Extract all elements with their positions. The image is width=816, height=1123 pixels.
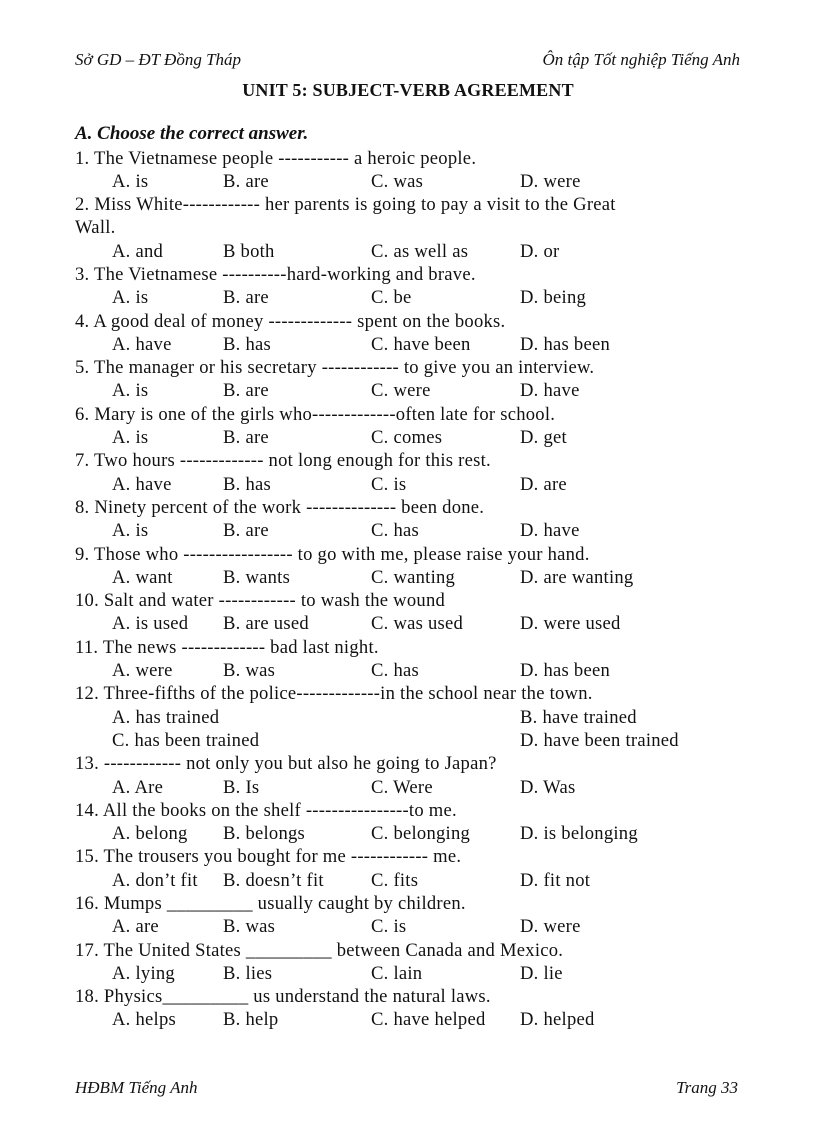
option-a: A. and (112, 240, 164, 262)
option-c: C. have been (371, 333, 471, 355)
option-a: A. lying (112, 962, 175, 984)
footer-left: HĐBM Tiếng Anh (75, 1078, 198, 1097)
question-stem: 16. Mumps _________ usually caught by children. (75, 893, 466, 914)
option-a: A. is (112, 380, 149, 402)
section-heading: A. Choose the correct answer. (75, 123, 309, 144)
option-d: D. have been trained (520, 729, 679, 751)
question-stem-continued: Wall. (75, 217, 116, 239)
option-a: A. helps (112, 1009, 176, 1031)
option-row (75, 706, 745, 729)
option-c: C. has been trained (112, 729, 260, 751)
question-stem: 17. The United States _________ between Canada and Mexico. (75, 939, 564, 961)
option-row (75, 426, 745, 449)
option-row (75, 962, 745, 985)
option-b: B. was (223, 916, 276, 938)
question-stem: 12. Three-fifths of the police-------------in the school near the town. (75, 683, 593, 705)
option-d: D. have (520, 520, 580, 542)
option-a: A. were (112, 660, 173, 682)
option-b: B. wants (223, 566, 291, 588)
option-c: C. is (371, 473, 407, 495)
option-row (75, 473, 745, 496)
option-d: D. have (520, 380, 580, 402)
question-stem: 2. Miss White------------ her parents is going to pay a visit to the Great (75, 194, 616, 216)
option-b: B. are (223, 380, 269, 402)
option-b: B. Is (223, 776, 260, 798)
question-stem: 5. The manager or his secretary ------------ to give you an interview. (75, 357, 595, 379)
option-a: A. have (112, 473, 172, 495)
option-d: D. are (520, 473, 567, 495)
option-b: B. has (223, 333, 271, 355)
option-d: D. were (520, 916, 581, 938)
option-row (75, 379, 745, 402)
option-a: A. is (112, 170, 149, 192)
option-row (75, 776, 745, 799)
option-b: B both (223, 240, 275, 262)
option-a: A. is (112, 427, 149, 449)
question-stem: 4. A good deal of money ------------- spent on the books. (75, 310, 506, 332)
question-list (75, 147, 745, 1032)
option-a: A. don’t fit (112, 869, 198, 891)
option-c: C. has (371, 660, 419, 682)
option-d: D. lie (520, 962, 563, 984)
option-b: B. are (223, 287, 269, 309)
option-a: A. is (112, 520, 149, 542)
option-c: C. comes (371, 427, 443, 449)
option-a: A. are (112, 916, 159, 938)
question-stem: 18. Physics_________ us understand the natural laws. (75, 986, 491, 1008)
question-stem: 10. Salt and water ------------ to wash the wound (75, 590, 446, 612)
option-row (75, 612, 745, 635)
option-c: C. was (371, 170, 424, 192)
option-d: D. are wanting (520, 566, 634, 588)
option-d: D. has been (520, 333, 611, 355)
option-b: B. doesn’t fit (223, 869, 324, 891)
option-d: D. were (520, 170, 581, 192)
option-row (75, 1008, 745, 1031)
option-a: A. is (112, 287, 149, 309)
question-stem: 6. Mary is one of the girls who-------------often late for school. (75, 403, 556, 425)
option-b: B. belongs (223, 823, 306, 845)
option-row (75, 915, 745, 938)
option-b: B. has (223, 473, 271, 495)
question-stem: 15. The trousers you bought for me ------------ me. (75, 846, 462, 868)
option-c: C. be (371, 287, 412, 309)
option-c: C. wanting (371, 566, 456, 588)
option-c: C. as well as (371, 240, 469, 262)
option-c: C. belonging (371, 823, 471, 845)
option-c: C. have helped (371, 1009, 486, 1031)
option-row (75, 729, 745, 752)
option-b: B. are (223, 427, 269, 449)
option-c: C. Were (371, 776, 433, 798)
question-stem: 14. All the books on the shelf ----------------to me. (75, 799, 457, 821)
option-row (75, 566, 745, 589)
option-b: B. are (223, 170, 269, 192)
option-d: D. were used (520, 613, 621, 635)
question-stem: 13. ------------ not only you but also he going to Japan? (75, 753, 497, 775)
option-row (75, 869, 745, 892)
option-a: A. belong (112, 823, 188, 845)
option-c: C. has (371, 520, 419, 542)
option-a: A. has trained (112, 706, 220, 728)
question-stem: 3. The Vietnamese ----------hard-working and brave. (75, 263, 476, 285)
option-d: D. being (520, 287, 587, 309)
option-d: D. helped (520, 1009, 595, 1031)
option-d: D. fit not (520, 869, 591, 891)
question-stem: 1. The Vietnamese people ----------- a heroic people. (75, 147, 477, 169)
option-c: C. were (371, 380, 431, 402)
option-c: C. lain (371, 962, 423, 984)
option-d: D. is belonging (520, 823, 638, 845)
question-stem: 8. Ninety percent of the work -------------- been done. (75, 496, 485, 518)
option-a: A. want (112, 566, 173, 588)
option-d: D. has been (520, 660, 611, 682)
option-row (75, 286, 745, 309)
option-row (75, 240, 745, 263)
option-row (75, 170, 745, 193)
question-stem: 11. The news ------------- bad last night. (75, 636, 379, 658)
header-left: Sở GD – ĐT Đồng Tháp (75, 50, 242, 69)
option-b: B. are (223, 520, 269, 542)
page-number: Trang 33 (676, 1078, 738, 1097)
option-b: B. was (223, 660, 276, 682)
option-d: D. get (520, 427, 567, 449)
option-row (75, 659, 745, 682)
option-row (75, 333, 745, 356)
question-stem: 7. Two hours ------------- not long enough for this rest. (75, 450, 491, 472)
option-row (75, 519, 745, 542)
option-b: B. help (223, 1009, 279, 1031)
option-c: C. was used (371, 613, 464, 635)
question-stem: 9. Those who ----------------- to go with me, please raise your hand. (75, 543, 590, 565)
option-a: A. have (112, 333, 172, 355)
page-title: UNIT 5: SUBJECT-VERB AGREEMENT (242, 80, 574, 100)
option-row (75, 822, 745, 845)
option-c: C. fits (371, 869, 419, 891)
option-d: D. or (520, 240, 560, 262)
option-a: A. Are (112, 776, 164, 798)
option-d: D. Was (520, 776, 576, 798)
header-right: Ôn tập Tốt nghiệp Tiếng Anh (542, 50, 740, 69)
option-b: B. have trained (520, 706, 637, 728)
option-b: B. are used (223, 613, 309, 635)
option-c: C. is (371, 916, 407, 938)
option-a: A. is used (112, 613, 189, 635)
option-b: B. lies (223, 962, 273, 984)
